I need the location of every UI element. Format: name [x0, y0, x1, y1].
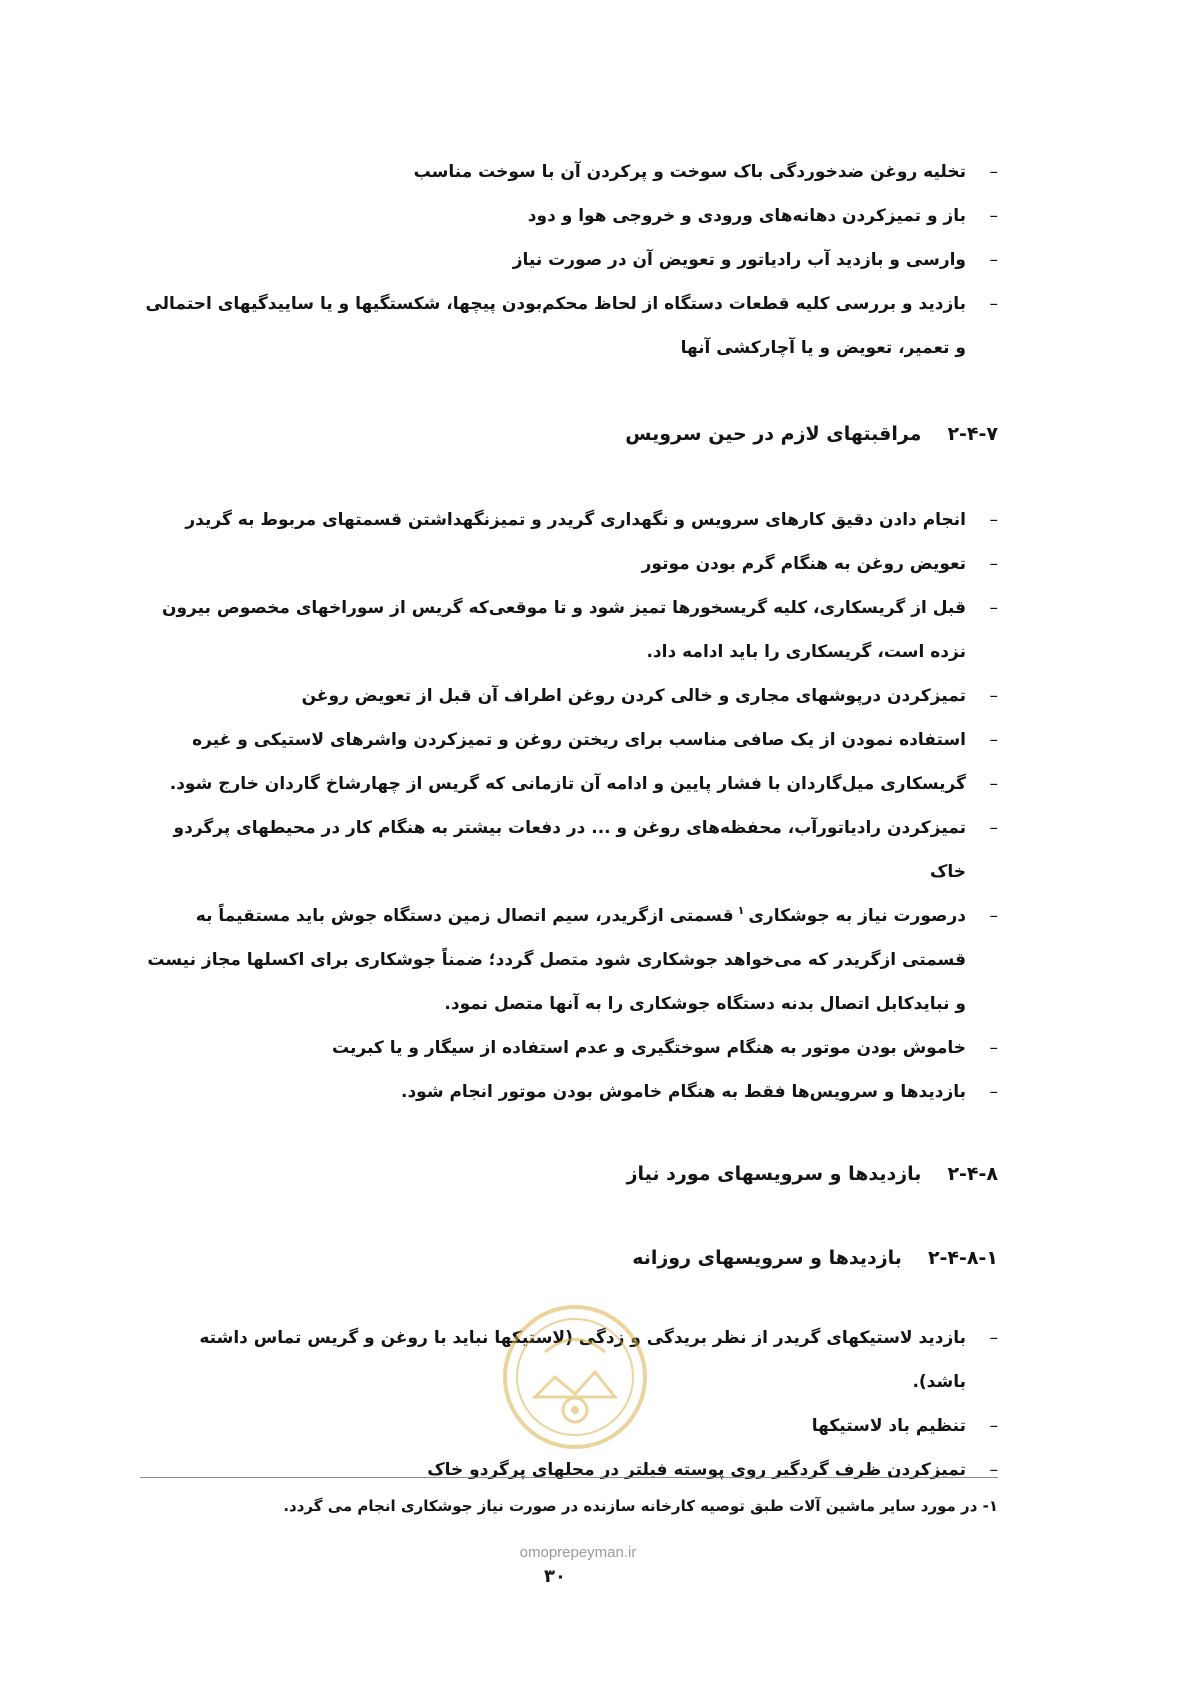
list-item: – تنظیم باد لاستیکها: [140, 1404, 998, 1448]
list-item: – تمیزکردن ظرف گردگیر روی پوسته فیلتر در محلهای پرگردو خاک: [140, 1448, 998, 1492]
list-item: – قبل از گریسکاری، کلیه گریسخورها تمیز شود و تا موقعی‌که گریس از سوراخهای مخصوص بیرون نزده است، گریسکاری را باید ادامه داد.: [140, 586, 998, 674]
section-number: ۲-۴-۷: [947, 423, 998, 445]
page-content: [140, 150, 998, 1492]
list-item: – خاموش بودن موتور به هنگام سوختگیری و عدم استفاده از سیگار و یا کبریت: [140, 1026, 998, 1070]
footnote-divider: [140, 1477, 998, 1478]
dash-marker: –: [989, 294, 998, 314]
dash-marker: –: [989, 554, 998, 574]
section-number: ۲-۴-۸-۱: [927, 1247, 998, 1269]
dash-marker: –: [989, 206, 998, 226]
dash-marker: –: [989, 686, 998, 706]
list-item-welding: – درصورت نیاز به جوشکاری$^۱$قسمتی ازگریدر، سیم اتصال زمین دستگاه جوش باید مستقیماً به قسمتی ازگریدر که می‌خواهد جوشکاری شود متصل گردد؛ ضمناً جوشکاری برای اکسلها مجاز نیست و نبایدکابل اتصال بدنه دستگاه جوشکاری را به آنها متصل نمود.: [140, 894, 998, 1026]
list-item: – بازدید لاستیکهای گریدر از نظر بریدگی و زدگی (لاستیکها نباید با روغن و گریس تماس داشته باشد).: [140, 1316, 998, 1404]
dash-marker: –: [989, 1038, 998, 1058]
dash-marker: –: [989, 774, 998, 794]
dash-marker: –: [989, 730, 998, 750]
section-number: ۲-۴-۸: [947, 1163, 998, 1185]
section-title: بازدیدها و سرویسهای مورد نیاز: [626, 1163, 922, 1185]
list-item: – انجام دادن دقیق کارهای سرویس و نگهداری گریدر و تمیزنگهداشتن قسمتهای مربوط به گریدر: [140, 498, 998, 542]
dash-marker: –: [989, 598, 998, 618]
section-heading-8-1: [140, 1236, 998, 1280]
dash-marker: –: [989, 1082, 998, 1102]
dash-marker: –: [989, 1328, 998, 1348]
dash-marker: –: [989, 162, 998, 182]
footnote-reference: ۱: [737, 904, 745, 918]
section-heading-8: [140, 1152, 998, 1196]
list-item: – تمیزکردن رادیاتورآب، محفظه‌های روغن و ... در دفعات بیشتر به هنگام کار در محیطهای پرگردو خاک: [140, 806, 998, 894]
dash-marker: –: [989, 1416, 998, 1436]
bullet-list-service-precautions: [140, 498, 998, 1114]
bullet-list-pre-service: [140, 150, 998, 370]
page-number: ۳۰: [544, 1566, 566, 1587]
dash-marker: –: [989, 1460, 998, 1480]
watermark-site: omoprepeyman.ir: [519, 1544, 637, 1561]
section-heading-7: [140, 412, 998, 456]
dash-marker: –: [989, 818, 998, 838]
list-item: – استفاده نمودن از یک صافی مناسب برای ریختن روغن و تمیزکردن واشرهای لاستیکی و غیره: [140, 718, 998, 762]
list-item: – بازدید و بررسی کلیه قطعات دستگاه از لحاظ محکم‌بودن پیچها، شکستگیها و یا ساییدگیهای احتمالی و تعمیر، تعویض و یا آچارکشی آنها: [140, 282, 998, 370]
list-item: – تخلیه روغن ضدخوردگی باک سوخت و پرکردن آن با سوخت مناسب: [140, 150, 998, 194]
dash-marker: –: [989, 906, 998, 926]
dash-marker: –: [989, 250, 998, 270]
watermark-logo-icon: [500, 1302, 650, 1452]
footnote: ۱- در مورد سایر ماشین آلات طبق توصیه کارخانه سازنده در صورت نیاز جوشکاری انجام می گردد.: [283, 1497, 998, 1515]
list-item: – باز و تمیزکردن دهانه‌های ورودی و خروجی هوا و دود: [140, 194, 998, 238]
list-item: – تمیزکردن درپوشهای مجاری و خالی کردن روغن اطراف آن قبل از تعویض روغن: [140, 674, 998, 718]
list-item: – تعویض روغن به هنگام گرم بودن موتور: [140, 542, 998, 586]
list-item: – گریسکاری میل‌گاردان با فشار پایین و ادامه آن تازمانی که گریس از چهارشاخ گاردان خارج شود.: [140, 762, 998, 806]
section-title: بازدیدها و سرویسهای روزانه: [632, 1247, 902, 1269]
dash-marker: –: [989, 510, 998, 530]
section-title: مراقبتهای لازم در حین سرویس: [625, 423, 922, 445]
list-item: – وارسی و بازدید آب رادیاتور و تعویض آن در صورت نیاز: [140, 238, 998, 282]
list-item: – بازدیدها و سرویس‌ها فقط به هنگام خاموش بودن موتور انجام شود.: [140, 1070, 998, 1114]
